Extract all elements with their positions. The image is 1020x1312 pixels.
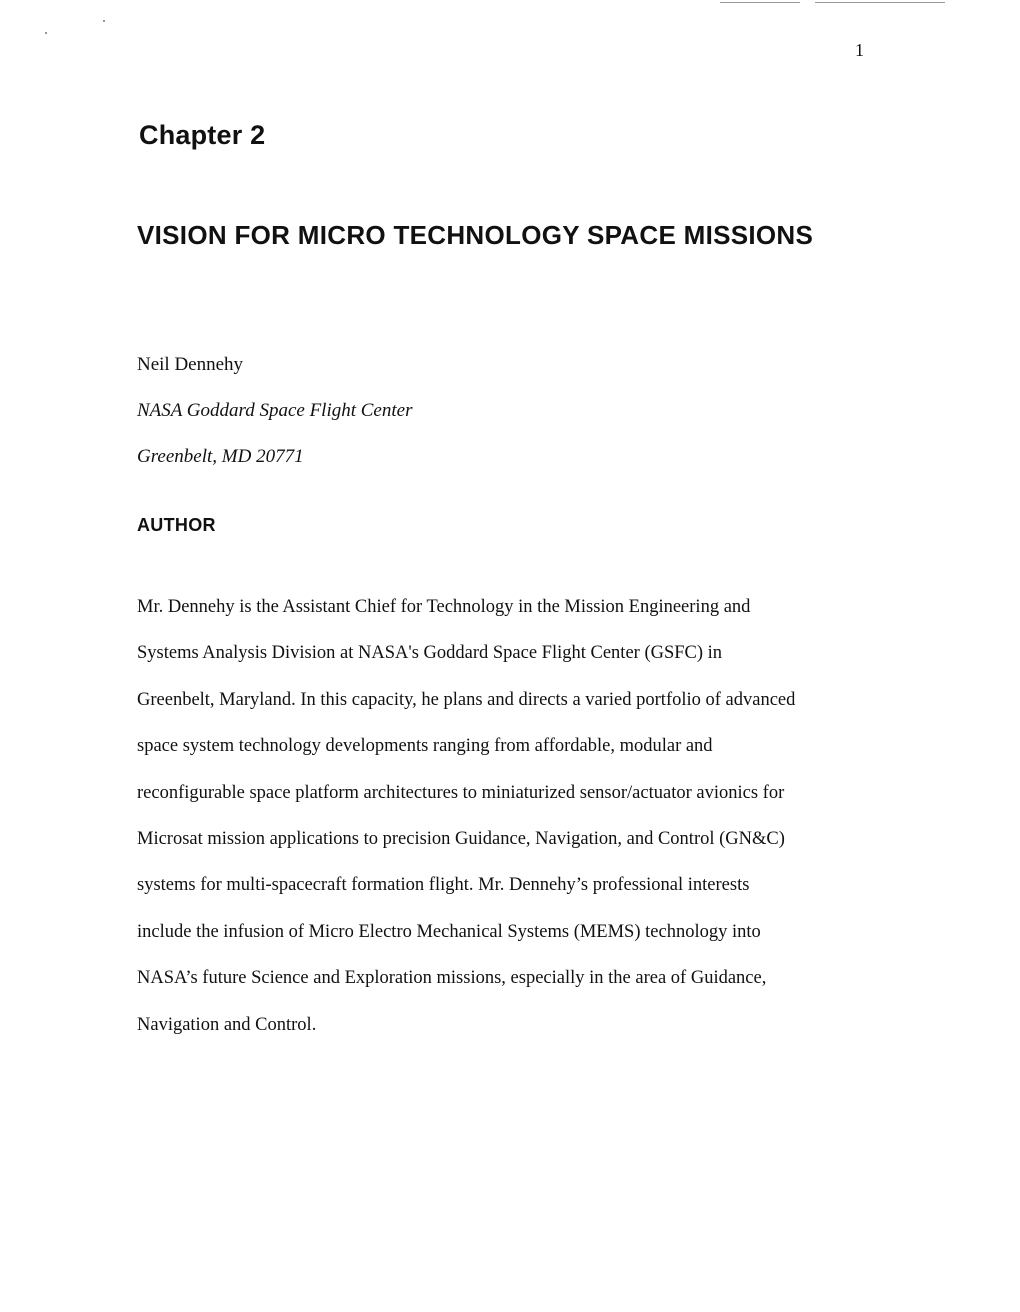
author-name: Neil Dennehy xyxy=(137,354,244,375)
bio-line: reconfigurable space platform architectures to miniaturized sensor/actuator avionics for xyxy=(137,782,785,803)
page-number: 1 xyxy=(855,40,864,60)
scan-edge-line xyxy=(720,2,800,3)
chapter-label: Chapter 2 xyxy=(139,120,266,150)
scan-edge-line xyxy=(815,2,945,3)
bio-line: include the infusion of Micro Electro Mechanical Systems (MEMS) technology into xyxy=(137,921,761,942)
bio-line: space system technology developments ranging from affordable, modular and xyxy=(137,736,713,757)
scan-speck xyxy=(45,32,47,34)
scan-speck xyxy=(103,20,105,22)
bio-line: NASA’s future Science and Exploration missions, especially in the area of Guidance, xyxy=(137,968,767,989)
author-bio-paragraph xyxy=(137,584,887,1048)
chapter-title: VISION FOR MICRO TECHNOLOGY SPACE MISSIONS xyxy=(137,220,814,250)
section-heading: AUTHOR xyxy=(137,515,216,535)
bio-line: Microsat mission applications to precision Guidance, Navigation, and Control (GN&C) xyxy=(137,829,785,850)
author-organization: NASA Goddard Space Flight Center xyxy=(137,400,413,421)
bio-line: Systems Analysis Division at NASA's Goddard Space Flight Center (GSFC) in xyxy=(137,643,723,664)
bio-line: Greenbelt, Maryland. In this capacity, he plans and directs a varied portfolio of advanced xyxy=(137,689,796,710)
bio-line: systems for multi-spacecraft formation flight. Mr. Dennehy’s professional interests xyxy=(137,875,750,896)
bio-line: Mr. Dennehy is the Assistant Chief for Technology in the Mission Engineering and xyxy=(137,597,751,617)
bio-line: Navigation and Control. xyxy=(137,1014,317,1035)
author-address: Greenbelt, MD 20771 xyxy=(137,446,304,467)
